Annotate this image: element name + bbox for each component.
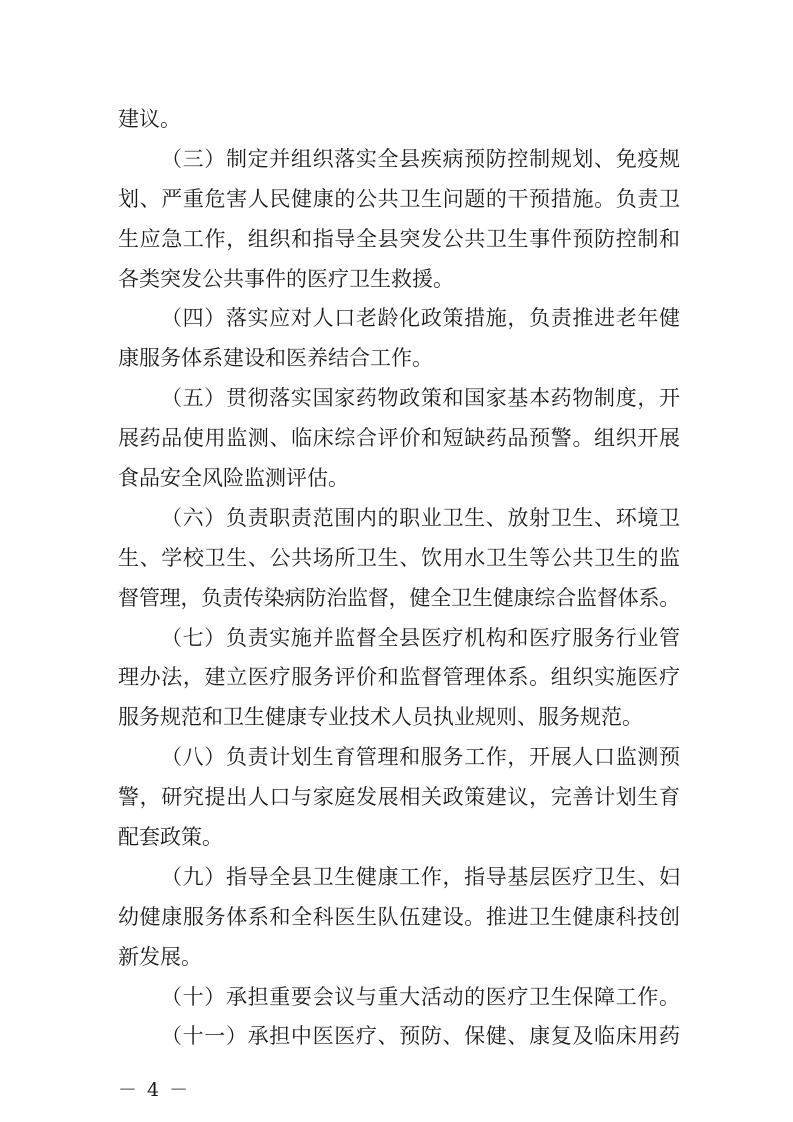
text-line: （十）承担重要会议与重大活动的医疗卫生保障工作。 [161,984,680,1009]
paragraph-9 [118,858,680,978]
text-line: （六）负责职责范围内的职业卫生、放射卫生、环境卫 [161,505,680,530]
text-line: 康服务体系建设和医养结合工作。 [118,346,433,371]
text-line: 警，研究提出人口与家庭发展相关政策建议，完善计划生育 [118,785,680,810]
text-line: 幼健康服务体系和全科医生队伍建设。推进卫生健康科技创 [118,904,680,929]
text-line: 新发展。 [118,944,202,969]
text-line: 各类突发公共事件的医疗卫生救援。 [118,266,454,291]
paragraph-6 [118,499,680,619]
text-line: 督管理，负责传染病防治监督，健全卫生健康综合监督体系。 [118,585,680,610]
text-line: 生应急工作，组织和指导全县突发公共卫生事件预防控制和 [118,226,680,251]
paragraph-10 [118,978,680,1018]
paragraph-8 [118,738,680,858]
paragraph-5 [118,379,680,499]
text-line: （八）负责计划生育管理和服务工作，开展人口监测预 [161,745,680,770]
text-line: 理办法，建立医疗服务评价和监督管理体系。组织实施医疗 [118,665,680,690]
text-line: （七）负责实施并监督全县医疗机构和医疗服务行业管 [161,625,680,650]
text-line: （四）落实应对人口老龄化政策措施，负责推进老年健 [161,306,680,331]
text-line: （三）制定并组织落实全县疾病预防控制规划、免疫规 [161,146,680,171]
text-line: 配套政策。 [118,825,223,850]
text-line: 展药品使用监测、临床综合评价和短缺药品预警。组织开展 [118,426,680,451]
text-line: （五）贯彻落实国家药物政策和国家基本药物制度，开 [161,386,680,411]
text-line: 生、学校卫生、公共场所卫生、饮用水卫生等公共卫生的监 [118,545,680,570]
paragraph-continuation [118,100,680,140]
text-line: 划、严重危害人民健康的公共卫生问题的干预措施。负责卫 [118,186,680,211]
text-line: （九）指导全县卫生健康工作，指导基层医疗卫生、妇 [161,864,680,889]
text-line: （十一）承担中医医疗、预防、保健、康复及临床用药 [161,1024,680,1049]
text-line: 服务规范和卫生健康专业技术人员执业规则、服务规范。 [118,705,643,730]
text-line: 建议。 [118,107,181,131]
page-number: － 4 － [118,1079,191,1101]
paragraph-11 [118,1017,680,1057]
paragraph-7 [118,619,680,739]
text-line: 食品安全风险监测评估。 [118,466,349,491]
paragraph-3 [118,140,680,300]
document-body [118,100,680,1057]
paragraph-4 [118,299,680,379]
